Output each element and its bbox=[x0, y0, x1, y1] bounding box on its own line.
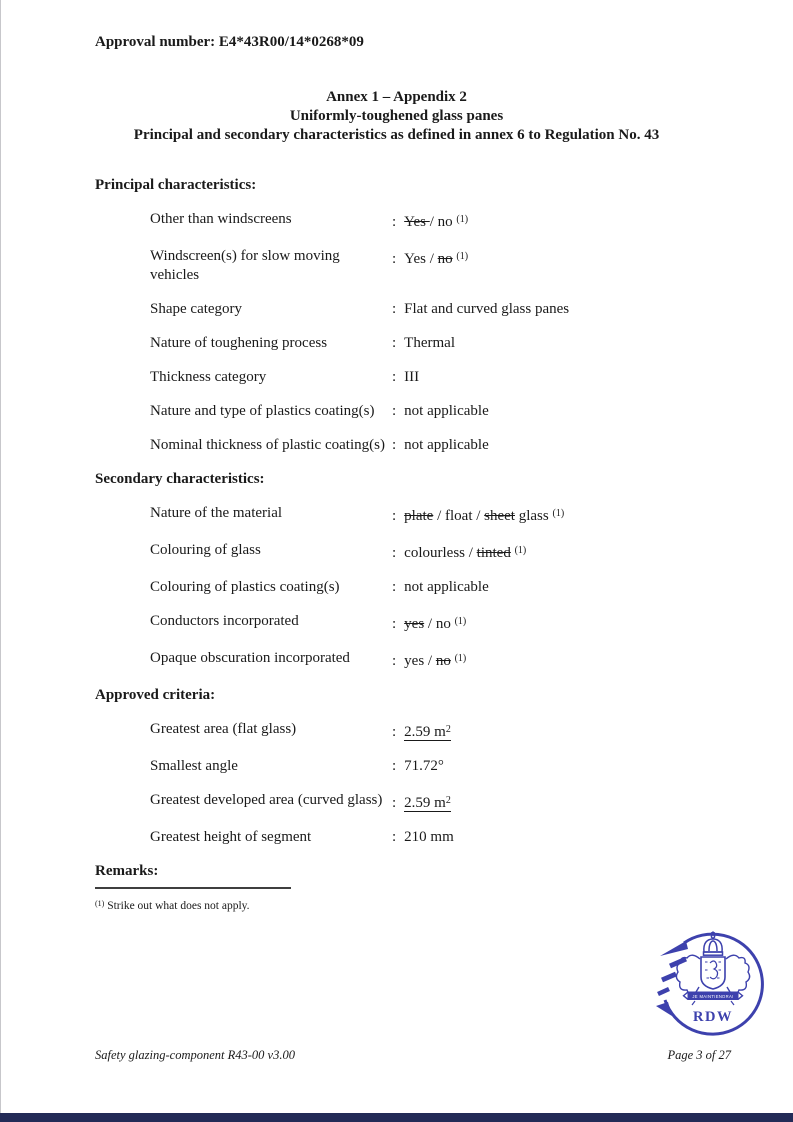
characteristic-row bbox=[150, 334, 735, 353]
row-value-segment: 2 bbox=[445, 724, 451, 735]
remarks-heading: Remarks: bbox=[95, 863, 159, 879]
row-colon: : bbox=[392, 829, 397, 845]
title-line-description: Principal and secondary characteristics as defined in annex 6 to Regulation No. 43 bbox=[133, 127, 660, 143]
row-label bbox=[150, 578, 392, 597]
row-label bbox=[150, 210, 392, 232]
row-value-segment: sheet bbox=[484, 508, 515, 524]
row-value-segment: (1) bbox=[456, 251, 469, 262]
row-label-line: Nature and type of plastics coating(s) bbox=[150, 403, 375, 419]
footnote-text: Strike out what does not apply. bbox=[107, 900, 250, 912]
row-value bbox=[392, 578, 735, 597]
row-label-line: Smallest angle bbox=[150, 758, 238, 774]
row-value bbox=[392, 300, 735, 319]
row-value-segment: Yes bbox=[404, 214, 430, 230]
row-colon: : bbox=[392, 403, 397, 419]
row-value bbox=[392, 247, 735, 285]
characteristic-row bbox=[150, 368, 735, 387]
row-label-line: vehicles bbox=[150, 267, 200, 283]
footer-page-number: Page 3 of 27 bbox=[667, 1048, 731, 1062]
row-label bbox=[150, 436, 392, 455]
characteristics-body bbox=[95, 176, 735, 881]
row-label-line: Colouring of plastics coating(s) bbox=[150, 579, 340, 595]
row-value-segment: colourless / bbox=[404, 545, 477, 561]
row-value-segment: plate bbox=[404, 508, 434, 524]
row-value bbox=[392, 436, 735, 455]
row-label-line: Windscreen(s) for slow moving bbox=[150, 248, 340, 264]
row-value bbox=[392, 541, 735, 563]
row-colon: : bbox=[392, 508, 397, 524]
row-value bbox=[392, 504, 735, 526]
row-value-segment: yes bbox=[404, 616, 425, 632]
section-heading: Approved criteria: bbox=[95, 687, 216, 703]
page-footer bbox=[95, 1046, 731, 1065]
sections-container bbox=[95, 176, 735, 847]
row-label-line: Greatest height of segment bbox=[150, 829, 312, 845]
row-value bbox=[392, 334, 735, 353]
row-value-segment: (1) bbox=[552, 508, 565, 519]
section-heading: Principal characteristics: bbox=[95, 177, 257, 193]
row-label-line: Thickness category bbox=[150, 369, 267, 385]
characteristic-row bbox=[150, 504, 735, 526]
row-colon: : bbox=[392, 545, 397, 561]
characteristic-row bbox=[150, 402, 735, 421]
row-value-segment: 2.59 m bbox=[404, 724, 446, 740]
row-value-segment: not applicable bbox=[404, 579, 489, 595]
row-label bbox=[150, 649, 392, 671]
footnote bbox=[95, 887, 291, 914]
row-value-segment: / float / bbox=[433, 508, 485, 524]
stamp-dash-3 bbox=[658, 989, 669, 994]
characteristic-row bbox=[150, 210, 735, 232]
row-label-line: Shape category bbox=[150, 301, 243, 317]
row-label-line: Nominal thickness of plastic coating(s) bbox=[150, 437, 385, 453]
row-label bbox=[150, 247, 392, 285]
row-colon: : bbox=[392, 616, 397, 632]
section-heading: Secondary characteristics: bbox=[95, 471, 265, 487]
row-colon: : bbox=[392, 335, 397, 351]
row-value-segment: 2 bbox=[445, 795, 451, 806]
row-value-segment: (1) bbox=[454, 653, 467, 664]
row-value bbox=[392, 757, 735, 776]
footer-document-id: Safety glazing-component R43-00 v3.00 bbox=[95, 1048, 295, 1062]
row-value-segment: no bbox=[437, 251, 453, 267]
stamp-brush-taper bbox=[660, 941, 688, 956]
row-colon: : bbox=[392, 758, 397, 774]
approval-number-value: E4*43R00/14*0268*09 bbox=[218, 34, 364, 50]
motto-text: JE MAINTIENDRAI bbox=[692, 993, 734, 999]
row-value-segment: / no bbox=[429, 214, 457, 230]
row-label-line: Nature of the material bbox=[150, 505, 283, 521]
row-value-segment: no bbox=[435, 653, 451, 669]
footnote-separator bbox=[95, 887, 291, 889]
row-value bbox=[392, 210, 735, 232]
title-line-annex: Annex 1 – Appendix 2 bbox=[326, 89, 467, 105]
row-label bbox=[150, 828, 392, 847]
row-label-line: Greatest developed area (curved glass) bbox=[150, 792, 383, 808]
title-line-subject: Uniformly-toughened glass panes bbox=[289, 108, 504, 124]
row-value bbox=[392, 649, 735, 671]
row-value-segment: 210 mm bbox=[404, 829, 454, 845]
row-label-line: Conductors incorporated bbox=[150, 613, 299, 629]
row-label bbox=[150, 300, 392, 319]
underlined-value bbox=[404, 724, 451, 741]
shield-icon bbox=[701, 957, 725, 989]
characteristic-row bbox=[150, 791, 735, 813]
row-value bbox=[392, 402, 735, 421]
characteristic-row bbox=[150, 720, 735, 742]
row-value bbox=[392, 612, 735, 634]
row-label-line: Greatest area (flat glass) bbox=[150, 721, 297, 737]
characteristic-row bbox=[150, 300, 735, 319]
stamp-brush-wedge bbox=[656, 1002, 672, 1016]
row-label-line: Other than windscreens bbox=[150, 211, 292, 227]
row-colon: : bbox=[392, 251, 397, 267]
row-label-line: Colouring of glass bbox=[150, 542, 261, 558]
characteristic-row bbox=[150, 436, 735, 455]
row-colon: : bbox=[392, 301, 397, 317]
rdw-stamp bbox=[650, 922, 770, 1042]
row-label bbox=[150, 334, 392, 353]
bottom-bar bbox=[0, 1113, 793, 1122]
row-label bbox=[150, 541, 392, 563]
footnote-marker: (1) bbox=[95, 899, 105, 908]
row-colon: : bbox=[392, 214, 397, 230]
row-value-segment: 2.59 m bbox=[404, 795, 446, 811]
underlined-value bbox=[404, 795, 451, 812]
row-label-line: Nature of toughening process bbox=[150, 335, 328, 351]
stamp-dash-2 bbox=[662, 974, 676, 980]
row-label-line: Opaque obscuration incorporated bbox=[150, 650, 350, 666]
row-label bbox=[150, 504, 392, 526]
row-value-segment: Thermal bbox=[404, 335, 455, 351]
row-label bbox=[150, 720, 392, 742]
row-colon: : bbox=[392, 369, 397, 385]
row-label bbox=[150, 402, 392, 421]
document-title bbox=[0, 88, 793, 145]
characteristic-row bbox=[150, 828, 735, 847]
characteristic-row bbox=[150, 612, 735, 634]
row-value bbox=[392, 368, 735, 387]
row-label bbox=[150, 757, 392, 776]
row-colon: : bbox=[392, 579, 397, 595]
characteristic-row bbox=[150, 541, 735, 563]
approval-number-label: Approval number: bbox=[95, 34, 216, 50]
page-left-border bbox=[0, 0, 1, 1122]
approval-number-line bbox=[95, 33, 364, 52]
row-value-segment: III bbox=[404, 369, 420, 385]
row-value bbox=[392, 791, 735, 813]
characteristic-row bbox=[150, 247, 735, 285]
row-value-segment: not applicable bbox=[404, 437, 489, 453]
row-value bbox=[392, 720, 735, 742]
row-label bbox=[150, 368, 392, 387]
row-value-segment: 71.72° bbox=[404, 758, 444, 774]
row-label bbox=[150, 791, 392, 813]
row-value-segment: (1) bbox=[514, 545, 527, 556]
row-value-segment: (1) bbox=[454, 616, 467, 627]
row-colon: : bbox=[392, 653, 397, 669]
characteristic-row bbox=[150, 649, 735, 671]
row-colon: : bbox=[392, 724, 397, 740]
footnote-text-line bbox=[95, 896, 291, 914]
motto-banner bbox=[684, 992, 743, 1005]
row-value-segment: glass bbox=[514, 508, 553, 524]
lion-right-icon bbox=[726, 955, 750, 993]
row-value bbox=[392, 828, 735, 847]
row-value-segment: / no bbox=[424, 616, 455, 632]
characteristic-row bbox=[150, 578, 735, 597]
row-value-segment: (1) bbox=[456, 214, 469, 225]
rdw-text: RDW bbox=[693, 1009, 733, 1025]
characteristic-row bbox=[150, 757, 735, 776]
row-colon: : bbox=[392, 795, 397, 811]
row-value-segment: yes / bbox=[404, 653, 436, 669]
row-value-segment: tinted bbox=[476, 545, 511, 561]
row-value-segment: Yes / bbox=[404, 251, 438, 267]
row-value-segment: Flat and curved glass panes bbox=[404, 301, 570, 317]
row-label bbox=[150, 612, 392, 634]
row-value-segment: not applicable bbox=[404, 403, 489, 419]
row-colon: : bbox=[392, 437, 397, 453]
